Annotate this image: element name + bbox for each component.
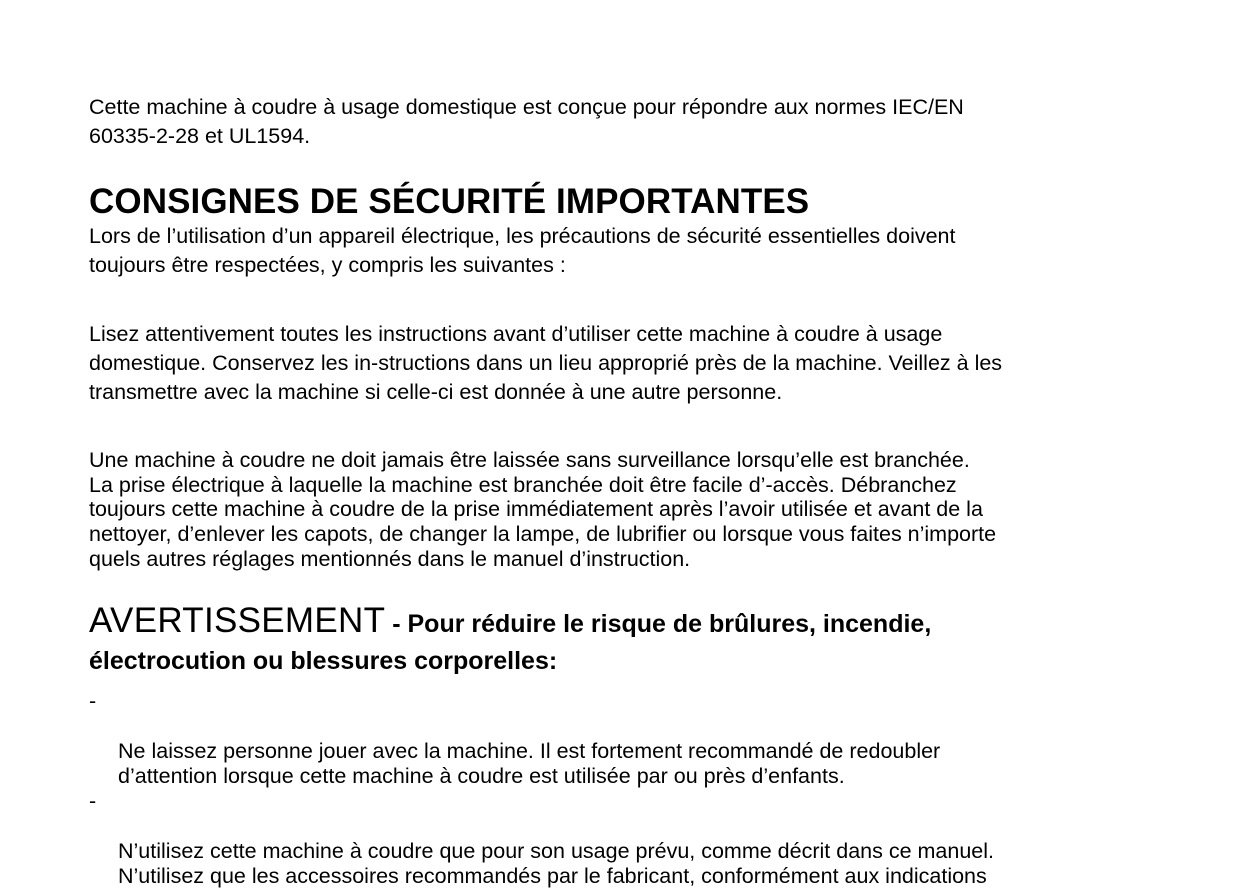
warning-word: AVERTISSEMENT	[89, 600, 386, 640]
warning-list	[89, 689, 1199, 889]
list-item-text: N’utilisez cette machine à coudre que pour son usage prévu, comme décrit dans ce manuel. N’utilisez que les accessoires recommandés par le fabricant, conformément aux indications	[118, 838, 994, 888]
warning-title	[89, 602, 1199, 643]
safety-lead-paragraph: Lors de l’utilisation d’un appareil électrique, les précautions de sécurité essentielles doivent toujours être respectées, y compris les suivantes :	[89, 224, 956, 277]
warning-title-rest: - Pour réduire le risque de brûlures, incendie,	[392, 609, 932, 638]
list-bullet: -	[89, 788, 97, 813]
unplug-paragraph: Une machine à coudre ne doit jamais être laissée sans surveillance lorsqu’elle est branchée. La prise électrique à laquelle la machine est branchée doit être facile d’-accès. Débranchez toujours cette machine à coudre de la prise immédiatement après l’avoir utilisée et avant de la nettoyer, d’enlever les capots, de changer la lampe, de lubrifier ou lorsque vous faites n’importe quels autres réglages mentionnés dans le manuel d’instruction.	[89, 448, 997, 571]
list-item	[89, 689, 1199, 789]
intro-paragraph: Cette machine à coudre à usage domestique est conçue pour répondre aux normes IEC/EN 60335-2-28 et UL1594.	[89, 95, 964, 148]
safety-heading: CONSIGNES DE SÉCURITÉ IMPORTANTES	[89, 182, 810, 221]
manual-page	[89, 93, 1199, 889]
list-item	[89, 789, 1199, 889]
list-item-text: Ne laissez personne jouer avec la machine. Il est fortement recommandé de redoubler d’attention lorsque cette machine à coudre est utilisée par ou près d’enfants.	[118, 738, 941, 788]
list-bullet: -	[89, 688, 97, 713]
instructions-paragraph: Lisez attentivement toutes les instructions avant d’utiliser cette machine à coudre à usage domestique. Conservez les in-structions dans un lieu approprié près de la machine. Veillez à les transmettre avec la machine si celle-ci est donnée à une autre personne.	[89, 322, 1003, 404]
warning-subtitle: électrocution ou blessures corporelles:	[89, 646, 558, 675]
